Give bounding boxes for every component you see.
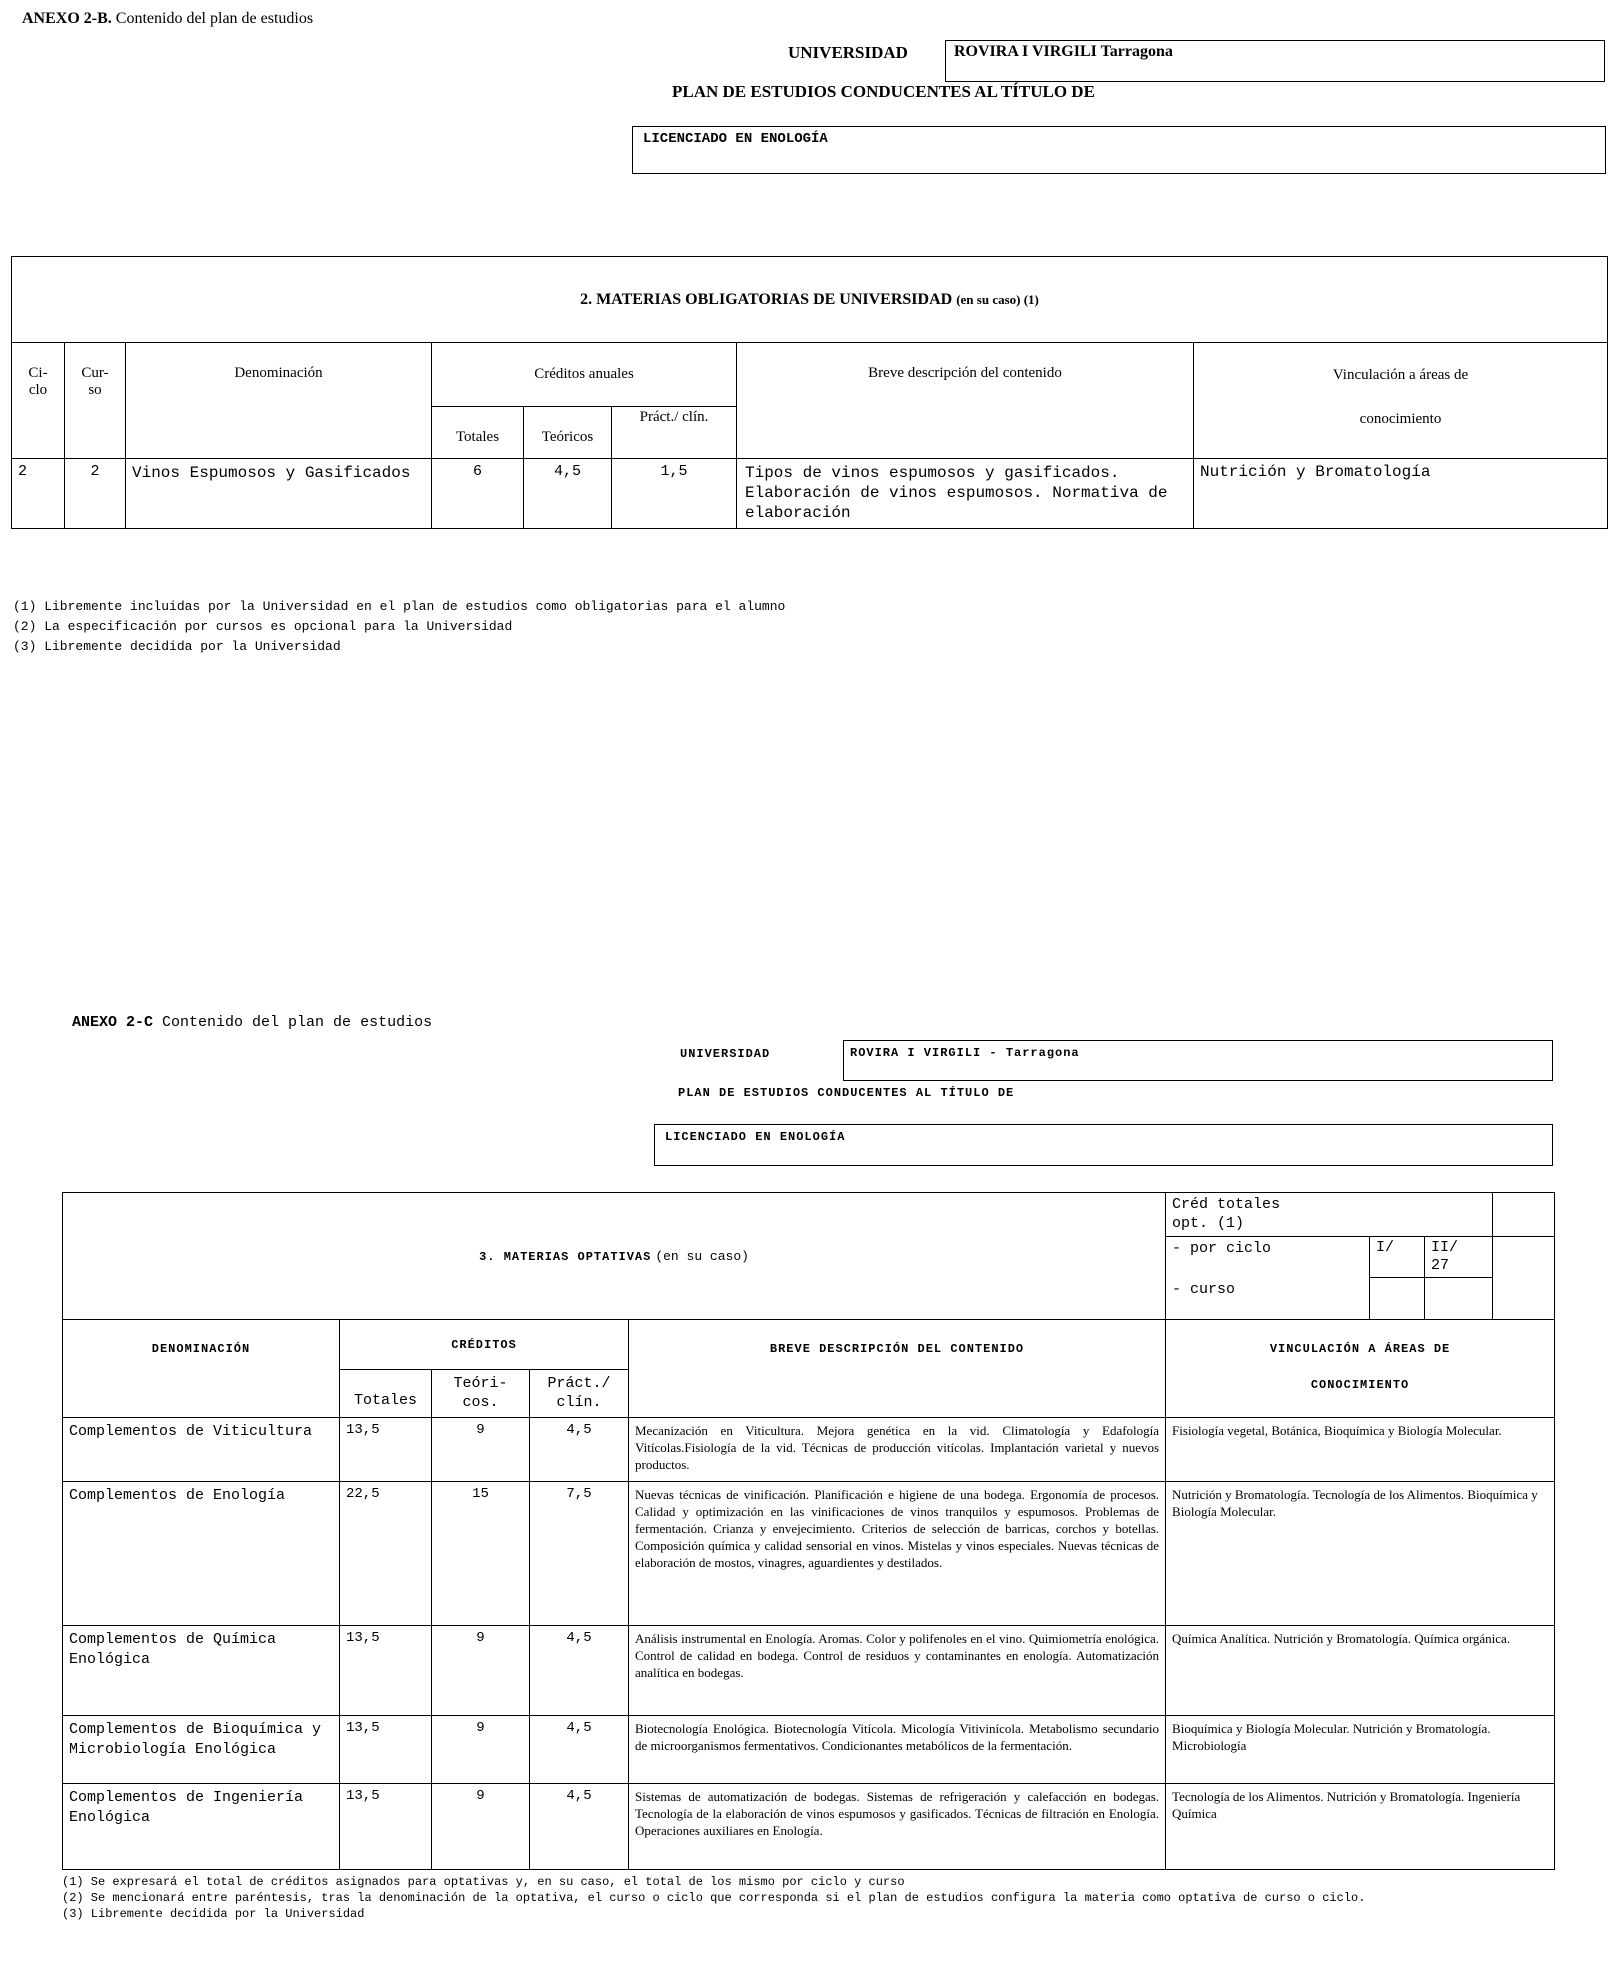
annex-b-col-vinculacion-line2: conocimiento <box>1359 411 1442 427</box>
annex-c-cred-totales-line2: opt. (1) <box>1172 1215 1245 1232</box>
cell-practicos: 1,5 <box>612 459 737 529</box>
annex-c-por-ciclo-cell <box>1166 1237 1370 1320</box>
cell-vinculacion: Química Analítica. Nutrición y Bromatología. Química orgánica. <box>1166 1626 1555 1716</box>
footnote: (2) La especificación por cursos es opcional para la Universidad <box>13 619 513 634</box>
table-row <box>63 1784 1555 1870</box>
annex-c-table-title <box>63 1193 1166 1320</box>
cell-descripcion: Nuevas técnicas de vinificación. Planificación e higiene de una bodega. Ergonomía de procesos. Calidad y optimización en las vinificaciones de vinos tranquilos y espumosos. Problemas de fermentación. Crianza y envejecimiento. Criterios de selección de barricas, corchos y botellas. Composición química y calidad sensorial en vinos. Mistelas y vinos especiales. Nuevas técnicas de elaboración de mostos, vinagres, aguardientes y destilados. <box>629 1482 1166 1626</box>
annex-b-university-label: UNIVERSIDAD <box>788 43 908 62</box>
annex-c-curso-I <box>1370 1278 1425 1320</box>
cell-denominacion: Complementos de Química Enológica <box>63 1626 340 1716</box>
annex-b-col-denominacion: Denominación <box>126 343 432 459</box>
footnote: (2) Se mencionará entre paréntesis, tras la denominación de la optativa, el curso o ciclo que corresponda si el plan de estudios configura la materia como optativa de curso o ciclo. <box>62 1891 1366 1905</box>
annex-c-university-field <box>843 1040 1553 1081</box>
annex-b-degree-field <box>632 126 1606 174</box>
table-row <box>63 1482 1555 1626</box>
annex-b-plan-label: PLAN DE ESTUDIOS CONDUCENTES AL TÍTULO DE <box>672 82 1095 101</box>
cell-teoricos: 4,5 <box>524 459 612 529</box>
annex-c-col-creditos: CRÉDITOS <box>340 1320 629 1370</box>
cell-totales: 22,5 <box>340 1482 432 1626</box>
cell-vinculacion: Nutrición y Bromatología <box>1194 459 1608 529</box>
cell-teoricos: 9 <box>432 1784 530 1870</box>
annex-b-degree-value: LICENCIADO EN ENOLOGÍA <box>643 131 828 147</box>
cell-totales: 6 <box>432 459 524 529</box>
annex-c-heading-label: ANEXO 2-C <box>72 1014 154 1031</box>
annex-c-col-vinculacion-line2: CONOCIMIENTO <box>1310 1378 1410 1392</box>
annex-c-empty-cell <box>1493 1237 1555 1320</box>
annex-c-plan-label: PLAN DE ESTUDIOS CONDUCENTES AL TÍTULO DE <box>678 1086 1015 1100</box>
table-row <box>12 459 1608 529</box>
cell-descripcion: Análisis instrumental en Enología. Aromas. Color y polifenoles en el vino. Quimiometría enológica. Control de calidad en bodega. Control de residuos y contaminantes en enología. Automatización analítica en bodegas. <box>629 1626 1166 1716</box>
cell-denominacion: Complementos de Viticultura <box>63 1418 340 1482</box>
cell-denominacion: Complementos de Enología <box>63 1482 340 1626</box>
annex-c-heading-text: Contenido del plan de estudios <box>162 1014 433 1031</box>
annex-c-ciclo-II-value: 27 <box>1431 1257 1450 1274</box>
annex-b-table-title-suffix: (en su caso) (1) <box>956 291 1039 307</box>
cell-totales: 13,5 <box>340 1418 432 1482</box>
cell-descripcion: Tipos de vinos espumosos y gasificados. Elaboración de vinos espumosos. Normativa de elaboración <box>737 459 1194 529</box>
annex-c-ciclo-II <box>1425 1237 1493 1278</box>
annex-b-col-ciclo: Ci- clo <box>12 343 65 459</box>
cell-totales: 13,5 <box>340 1784 432 1870</box>
cell-vinculacion: Bioquímica y Biología Molecular. Nutrición y Bromatología. Microbiología <box>1166 1716 1555 1784</box>
cell-vinculacion: Fisiología vegetal, Botánica, Bioquímica y Biología Molecular. <box>1166 1418 1555 1482</box>
annex-c-col-practicos: Práct./ clín. <box>530 1370 629 1418</box>
annex-b-col-descripcion: Breve descripción del contenido <box>737 343 1194 459</box>
footnote: (3) Libremente decidida por la Universidad <box>13 639 341 654</box>
annex-c-ciclo-I: I/ <box>1370 1237 1425 1278</box>
annex-b-university-field <box>945 40 1605 82</box>
annex-b-footnotes <box>13 597 1213 657</box>
cell-totales: 13,5 <box>340 1626 432 1716</box>
cell-curso: 2 <box>65 459 126 529</box>
annex-c-por-ciclo: - por ciclo <box>1172 1240 1272 1257</box>
annex-b-col-practicos: Práct./ clín. <box>612 407 737 459</box>
cell-practicos: 4,5 <box>530 1784 629 1870</box>
cell-practicos: 7,5 <box>530 1482 629 1626</box>
cell-denominacion: Vinos Espumosos y Gasificados <box>126 459 432 529</box>
cell-descripcion: Biotecnología Enológica. Biotecnología Vitícola. Micología Vitivinícola. Metabolismo secundario de microorganismos fermentativos. Condicionantes metabólicos de la fermentación. <box>629 1716 1166 1784</box>
cell-teoricos: 9 <box>432 1418 530 1482</box>
cell-practicos: 4,5 <box>530 1418 629 1482</box>
annex-c-degree-field <box>654 1124 1553 1166</box>
annex-c-heading <box>72 1014 432 1031</box>
table-row <box>63 1716 1555 1784</box>
annex-c-col-vinculacion-line1: VINCULACIÓN A ÁREAS DE <box>1269 1342 1451 1356</box>
cell-practicos: 4,5 <box>530 1626 629 1716</box>
annex-c-footnotes <box>62 1874 1552 1922</box>
footnote: (1) Se expresará el total de créditos asignados para optativas y, en su caso, el total de los mismo por ciclo y curso <box>62 1875 905 1889</box>
annex-c-cred-totales-line1: Créd totales <box>1172 1196 1281 1213</box>
cell-teoricos: 15 <box>432 1482 530 1626</box>
annex-c-table <box>62 1192 1555 1870</box>
cell-teoricos: 9 <box>432 1716 530 1784</box>
annex-b-table-title <box>12 257 1608 343</box>
annex-b-col-vinculacion <box>1194 343 1608 459</box>
annex-b-heading <box>22 10 313 28</box>
cell-denominacion: Complementos de Ingeniería Enológica <box>63 1784 340 1870</box>
cell-vinculacion: Nutrición y Bromatología. Tecnología de los Alimentos. Bioquímica y Biología Molecular. <box>1166 1482 1555 1626</box>
annex-c-corner-cell <box>1493 1193 1555 1237</box>
cell-practicos: 4,5 <box>530 1716 629 1784</box>
annex-c-curso-II <box>1425 1278 1493 1320</box>
annex-c-col-denominacion: DENOMINACIÓN <box>63 1320 340 1418</box>
annex-c-university-value: ROVIRA I VIRGILI - Tarragona <box>850 1046 1080 1060</box>
cell-ciclo: 2 <box>12 459 65 529</box>
annex-c-curso: - curso <box>1172 1281 1236 1298</box>
footnote: (1) Libremente incluidas por la Universidad en el plan de estudios como obligatorias para el alumno <box>13 599 786 614</box>
annex-b-heading-label: ANEXO 2-B. <box>22 10 112 27</box>
annex-b-col-curso: Cur- so <box>65 343 126 459</box>
cell-descripcion: Sistemas de automatización de bodegas. Sistemas de refrigeración y calefacción en bodegas. Tecnología de la elaboración de vinos espumosos y gasificados. Técnicas de filtración en Enología. Operaciones auxiliares en Enología. <box>629 1784 1166 1870</box>
cell-teoricos: 9 <box>432 1626 530 1716</box>
annex-c-col-teoricos: Teóri- cos. <box>432 1370 530 1418</box>
annex-c-table-title-text: 3. MATERIAS OPTATIVAS <box>479 1250 652 1264</box>
table-row <box>63 1626 1555 1716</box>
annex-c-cred-totales <box>1166 1193 1493 1237</box>
annex-c-col-totales: Totales <box>340 1370 432 1418</box>
annex-b-table <box>11 256 1608 529</box>
annex-b-table-title-text: 2. MATERIAS OBLIGATORIAS DE UNIVERSIDAD <box>580 290 953 308</box>
annex-c-degree-value: LICENCIADO EN ENOLOGÍA <box>665 1130 846 1144</box>
table-row <box>63 1418 1555 1482</box>
annex-c-ciclo-II-label: II/ <box>1431 1239 1459 1256</box>
cell-denominacion: Complementos de Bioquímica y Microbiología Enológica <box>63 1716 340 1784</box>
cell-totales: 13,5 <box>340 1716 432 1784</box>
cell-descripcion: Mecanización en Viticultura. Mejora genética en la vid. Climatología y Edafología Vitícolas.Fisiología de la vid. Técnicas de producción vitícolas. Implantación varietal y nuevos productos. <box>629 1418 1166 1482</box>
annex-b-col-teoricos: Teóricos <box>524 407 612 459</box>
annex-b-university-value: ROVIRA I VIRGILI Tarragona <box>954 43 1173 60</box>
cell-vinculacion: Tecnología de los Alimentos. Nutrición y Bromatología. Ingeniería Química <box>1166 1784 1555 1870</box>
annex-b-heading-text: Contenido del plan de estudios <box>115 10 314 27</box>
annex-b-col-vinculacion-line1: Vinculación a áreas de <box>1332 367 1469 383</box>
annex-c-col-descripcion: BREVE DESCRIPCIÓN DEL CONTENIDO <box>629 1320 1166 1418</box>
annex-b-col-totales: Totales <box>432 407 524 459</box>
footnote: (3) Libremente decidida por la Universidad <box>62 1907 365 1921</box>
annex-b-col-creditos: Créditos anuales <box>432 343 737 407</box>
annex-c-table-title-suffix: (en su caso) <box>655 1249 749 1264</box>
annex-c-university-label: UNIVERSIDAD <box>680 1047 771 1061</box>
annex-c-col-vinculacion <box>1166 1320 1555 1418</box>
